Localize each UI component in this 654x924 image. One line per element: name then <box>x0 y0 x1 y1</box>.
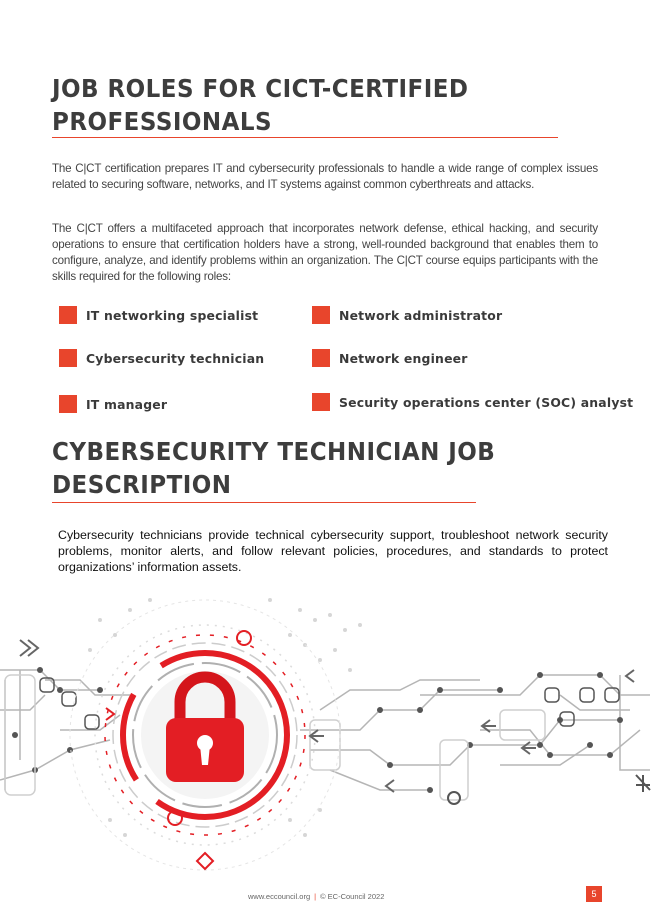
role-item: Network administrator <box>312 306 502 324</box>
gear-icon <box>448 792 460 804</box>
footer <box>248 892 384 901</box>
bullet-square-icon <box>59 306 77 324</box>
approach-paragraph: The C|CT offers a multifaceted approach that incorporates network defense, ethical hacking, and security operations to ensure that certification holders have a strong, well-rounded background that enables them to configure, analyze, and identify problems within an organization. The C|CT course equips participants with the skills required for the following roles: <box>52 222 598 283</box>
bullet-square-icon <box>312 349 330 367</box>
title-underline <box>52 502 476 503</box>
role-item: Cybersecurity technician <box>59 349 264 367</box>
page-number: 5 <box>586 886 602 902</box>
intro-paragraph: The C|CT certification prepares IT and cybersecurity professionals to handle a wide range of complex issues related to securing software, networks, and IT systems against common cyberthreats and attacks. <box>52 162 598 191</box>
cybersecurity-illustration <box>0 580 654 880</box>
role-item: IT networking specialist <box>59 306 258 324</box>
title-underline <box>52 137 558 138</box>
footer-divider: | <box>314 892 317 901</box>
bullet-square-icon <box>59 349 77 367</box>
role-item: IT manager <box>59 395 167 413</box>
section-title-job-description: CYBERSECURITY TECHNICIAN JOB DESCRIPTION <box>52 437 496 499</box>
footer-copyright: © EC-Council 2022 <box>320 892 385 901</box>
section-title-job-roles: JOB ROLES FOR CICT-CERTIFIED PROFESSIONALS <box>52 74 469 136</box>
role-item: Security operations center (SOC) analyst <box>312 393 633 411</box>
footer-site: www.eccouncil.org <box>248 892 311 901</box>
role-item: Network engineer <box>312 349 468 367</box>
bullet-square-icon <box>312 306 330 324</box>
bullet-square-icon <box>59 395 77 413</box>
bullet-square-icon <box>312 393 330 411</box>
job-description-paragraph: Cybersecurity technicians provide technical cybersecurity support, troubleshoot network security problems, monitor alerts, and follow relevant policies, procedures, and standards to protect organizations’ information assets. <box>58 528 608 574</box>
asterisk-icon <box>636 775 650 792</box>
